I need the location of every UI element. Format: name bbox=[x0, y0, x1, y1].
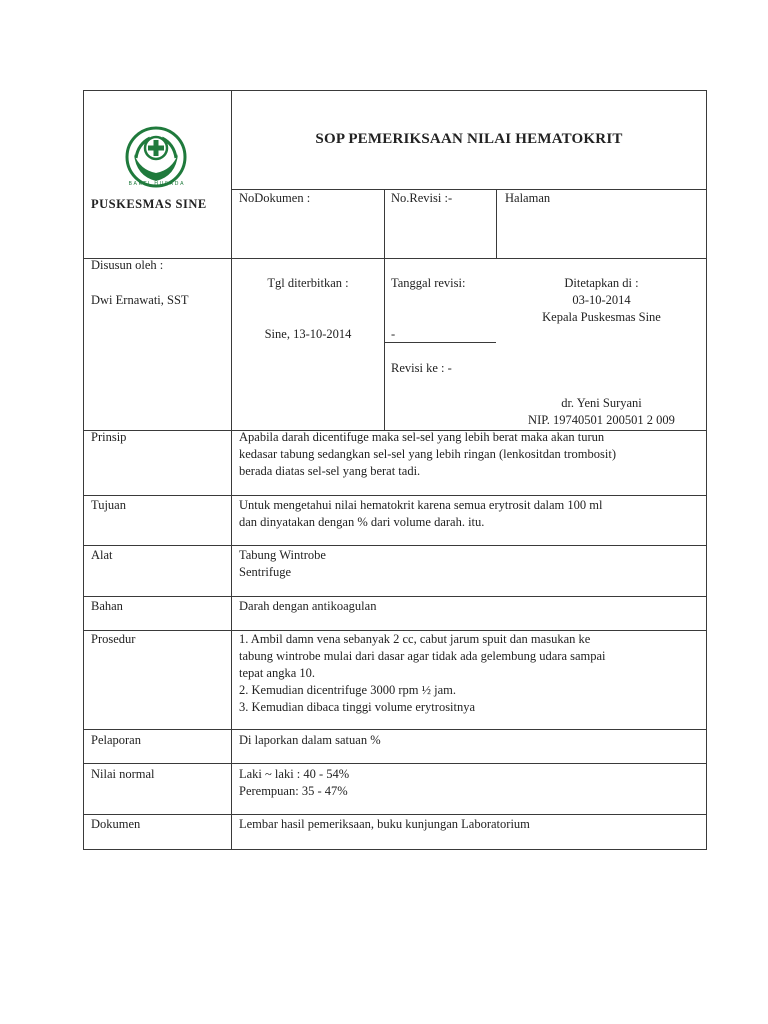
row-text-line: Untuk mengetahui nilai hematokrit karena semua erytrosit dalam 100 ml bbox=[239, 498, 603, 512]
signer-nip: NIP. 19740501 200501 2 009 bbox=[528, 413, 675, 427]
row-label-prinsip: Prinsip bbox=[91, 430, 127, 444]
svg-text:B A K T I H U S A D A: B A K T I H U S A D A bbox=[128, 181, 184, 187]
ditetapkan-date: 03-10-2014 bbox=[572, 293, 631, 307]
tanggal-revisi-label: Tanggal revisi: bbox=[391, 276, 466, 290]
row-label-bahan: Bahan bbox=[91, 599, 123, 613]
disusun-label: Disusun oleh : bbox=[91, 258, 164, 272]
row-label-tujuan: Tujuan bbox=[91, 498, 126, 512]
row-text-line: Laki ~ laki : 40 - 54% bbox=[239, 767, 350, 781]
row-text-line: Darah dengan antikoagulan bbox=[239, 599, 377, 613]
signer-name: dr. Yeni Suryani bbox=[561, 396, 642, 410]
row-text-line: 2. Kemudian dicentrifuge 3000 rpm ½ jam. bbox=[239, 683, 456, 697]
tanggal-revisi-value: - bbox=[391, 327, 396, 341]
row-label-prosedur: Prosedur bbox=[91, 632, 136, 646]
bakti-husada-logo bbox=[124, 124, 188, 190]
row-label-dokumen: Dokumen bbox=[91, 817, 141, 831]
tgl-diterbitkan-value: Sine, 13-10-2014 bbox=[264, 327, 352, 341]
row-text-line: 1. Ambil damn vena sebanyak 2 cc, cabut jarum spuit dan masukan ke bbox=[239, 632, 591, 646]
ditetapkan-label: Ditetapkan di : bbox=[564, 276, 639, 290]
row-text-line: kedasar tabung sedangkan sel-sel yang lebih ringan (lenkositdan trombosit) bbox=[239, 447, 616, 461]
organization-name: PUSKESMAS SINE bbox=[91, 197, 207, 211]
row-text-line: Tabung Wintrobe bbox=[239, 548, 326, 562]
row-text-line: Di laporkan dalam satuan % bbox=[239, 733, 381, 747]
no-dokumen-label: NoDokumen : bbox=[239, 191, 311, 205]
tgl-diterbitkan-label: Tgl diterbitkan : bbox=[267, 276, 349, 290]
row-text-line: Perempuan: 35 - 47% bbox=[239, 784, 348, 798]
row-text-line: Sentrifuge bbox=[239, 565, 292, 579]
disusun-name: Dwi Ernawati, SST bbox=[91, 293, 189, 307]
row-text-line: tepat angka 10. bbox=[239, 666, 316, 680]
row-text-line: berada diatas sel-sel yang berat tadi. bbox=[239, 464, 421, 478]
row-text-line: dan dinyatakan dengan % dari volume darah. itu. bbox=[239, 515, 485, 529]
row-label-pelaporan: Pelaporan bbox=[91, 733, 141, 747]
row-text-line: tabung wintrobe mulai dari dasar agar tidak ada gelembung udara sampai bbox=[239, 649, 606, 663]
row-text-line: Apabila darah dicentifuge maka sel-sel yang lebih berat maka akan turun bbox=[239, 430, 605, 444]
halaman-label: Halaman bbox=[505, 191, 551, 205]
document-title: SOP PEMERIKSAAN NILAI HEMATOKRIT bbox=[315, 131, 623, 147]
revisi-ke: Revisi ke : - bbox=[391, 361, 452, 375]
row-text-line: Lembar hasil pemeriksaan, buku kunjungan Laboratorium bbox=[239, 817, 530, 831]
row-label-nilai-normal: Nilai normal bbox=[91, 767, 155, 781]
row-text-line: 3. Kemudian dibaca tinggi volume erytrositnya bbox=[239, 700, 476, 714]
ditetapkan-by: Kepala Puskesmas Sine bbox=[542, 310, 661, 324]
no-revisi-label: No.Revisi :- bbox=[391, 191, 453, 205]
row-label-alat: Alat bbox=[91, 548, 113, 562]
